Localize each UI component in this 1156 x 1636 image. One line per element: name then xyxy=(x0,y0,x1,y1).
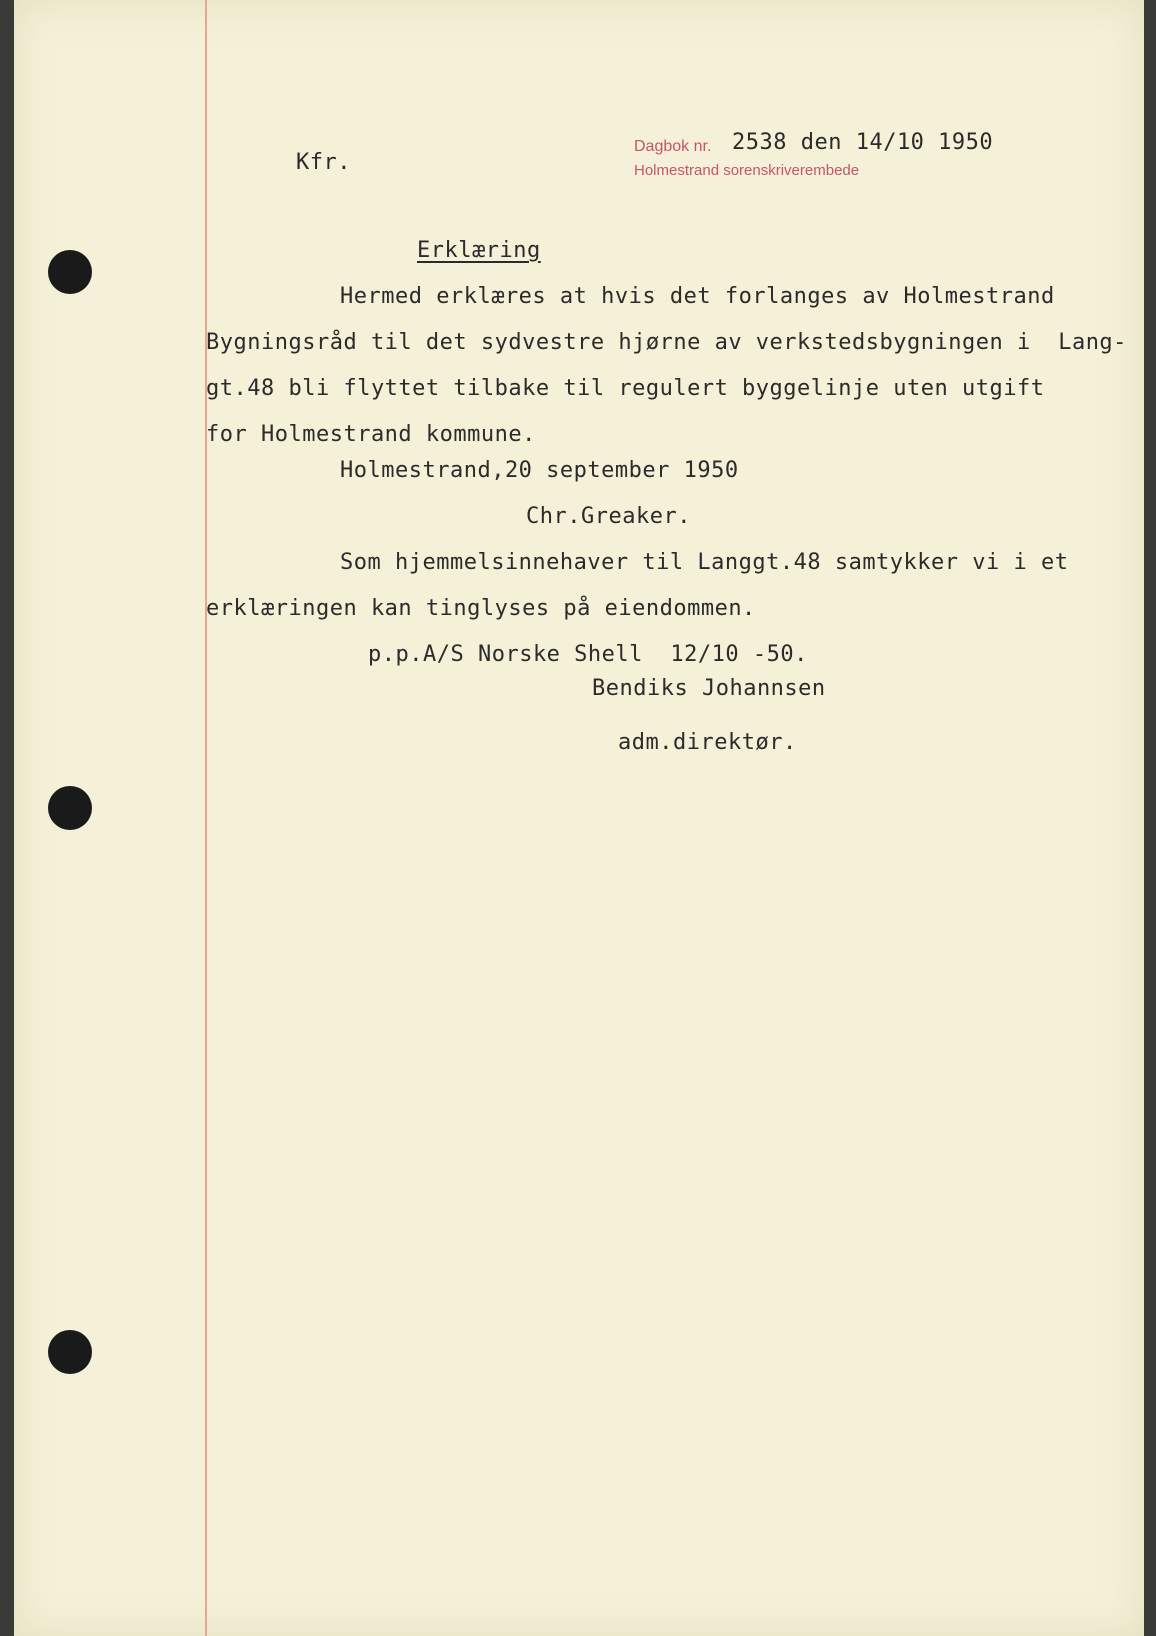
body-line-1: Hermed erklæres at hvis det forlanges av Holmestrand xyxy=(340,284,1055,309)
body-line-2: Bygningsråd til det sydvestre hjørne av verkstedsbygningen i Lang- xyxy=(206,330,1127,355)
margin-line xyxy=(205,0,207,1636)
signature-greaker: Chr.Greaker. xyxy=(526,504,691,529)
punch-hole-icon xyxy=(48,1330,92,1374)
kfr-label: Kfr. xyxy=(296,150,351,175)
journal-date-line: 2538 den 14/10 1950 xyxy=(732,130,994,155)
place-date: Holmestrand,20 september 1950 xyxy=(340,458,739,483)
stamp-label: Dagbok nr. xyxy=(634,138,712,155)
punch-hole-icon xyxy=(48,786,92,830)
stamp-office: Holmestrand sorenskriverembede xyxy=(634,162,860,179)
body-line-4: for Holmestrand kommune. xyxy=(206,422,536,447)
consent-line-2: erklæringen kan tinglyses på eiendommen. xyxy=(206,596,756,621)
consent-line-1: Som hjemmelsinnehaver til Langgt.48 samtykker vi i et xyxy=(340,550,1069,575)
document-title: Erklæring xyxy=(417,238,541,263)
document-page xyxy=(14,0,1144,1636)
body-line-3: gt.48 bli flyttet tilbake til regulert byggelinje uten utgift xyxy=(206,376,1045,401)
signature-johannsen: Bendiks Johannsen xyxy=(592,676,826,701)
punch-hole-icon xyxy=(48,250,92,294)
role-title: adm.direktør. xyxy=(618,730,797,755)
pp-line: p.p.A/S Norske Shell 12/10 -50. xyxy=(368,642,808,667)
